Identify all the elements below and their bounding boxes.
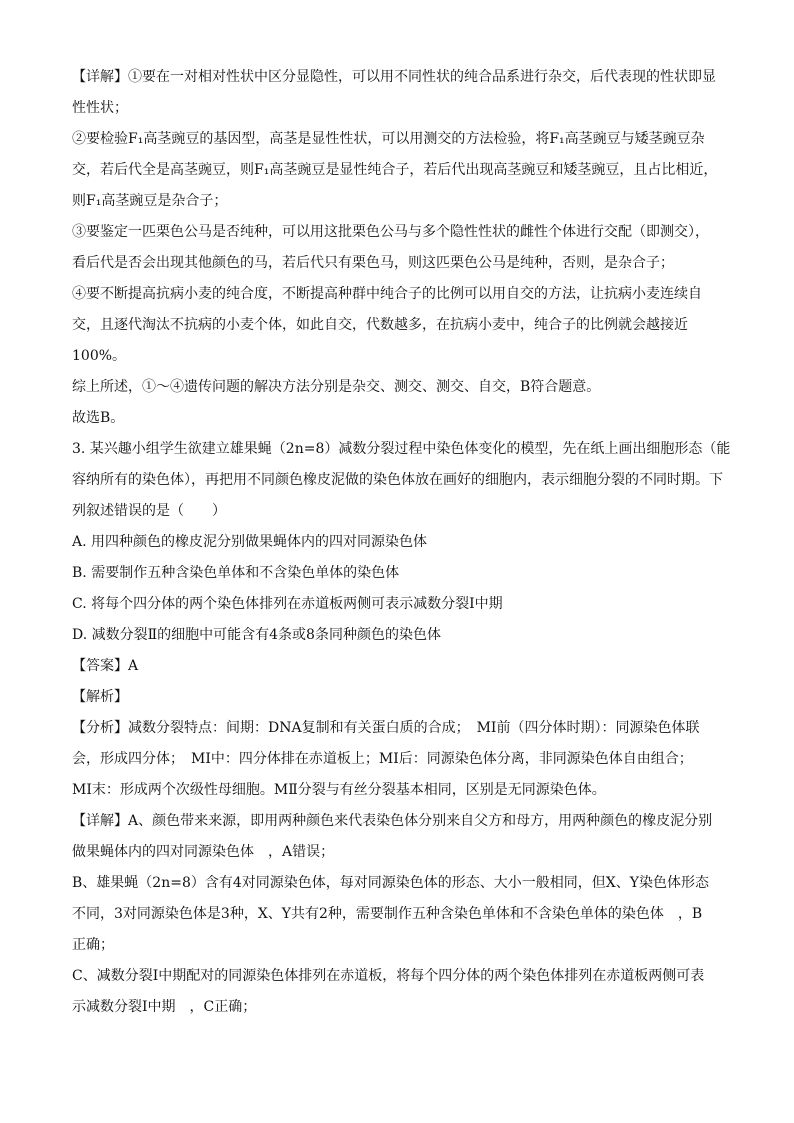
- text-line: C、减数分裂Ⅰ中期配对的同源染色体排列在赤道板，将每个四分体的两个染色体排列在赤道板两侧可表: [72, 968, 705, 984]
- text-line: 正确；: [72, 937, 114, 953]
- text-line: 【详解】①要在一对相对性状中区分显隐性，可以用不同性状的纯合品系进行杂交，后代表现的性状即显: [72, 69, 716, 85]
- option-a: A. 用四种颜色的橡皮泥分别做果蝇体内的四对同源染色体: [72, 534, 428, 550]
- text-line: 示减数分裂Ⅰ中期 ，C正确；: [72, 999, 257, 1015]
- text-line: 100%。: [72, 348, 127, 364]
- text-line: ④要不断提高抗病小麦的纯合度，不断提高种群中纯合子的比例可以用自交的方法，让抗病小麦连续自: [72, 286, 702, 302]
- option-d: D. 减数分裂Ⅱ的细胞中可能含有4条或8条同种颜色的染色体: [72, 627, 441, 643]
- text-line: 做果蝇体内的四对同源染色体 ，A错误；: [72, 844, 335, 860]
- answer-line: 【答案】A: [72, 658, 139, 674]
- text-line: 交，且逐代淘汰不抗病的小麦个体，如此自交，代数越多，在抗病小麦中，纯合子的比例就会越接近: [72, 317, 688, 333]
- text-line: ②要检验F₁高茎豌豆的基因型，高茎是显性性状，可以用测交的方法检验，将F₁高茎豌豆与矮茎豌豆杂: [72, 131, 705, 147]
- question-stem-line: 容纳所有的染色体），再把用不同颜色橡皮泥做的染色体放在画好的细胞内，表示细胞分裂的不同时期。下: [72, 472, 723, 488]
- text-line: MⅠ末：形成两个次级性母细胞。MⅡ分裂与有丝分裂基本相同，区别是无同源染色体。: [72, 782, 606, 798]
- text-line: 看后代是否会出现其他颜色的马，若后代只有栗色马，则这匹栗色公马是纯种，否则，是杂合子；: [72, 255, 674, 271]
- question-stem-line: 列叙述错误的是（ ）: [72, 503, 226, 519]
- text-line: 交，若后代全是高茎豌豆，则F₁高茎豌豆是显性纯合子，若后代出现高茎豌豆和矮茎豌豆，且占比相近，: [72, 162, 718, 178]
- text-line: 【详解】A、颜色带来来源，即用两种颜色来代表染色体分别来自父方和母方，用两种颜色的橡皮泥分别: [72, 813, 713, 829]
- text-line: 故选B。: [72, 410, 125, 426]
- text-line: 则F₁高茎豌豆是杂合子；: [72, 193, 228, 209]
- text-line: 【分析】减数分裂特点：间期：DNA复制和有关蛋白质的合成； MⅠ前（四分体时期）：同源染色体联: [72, 720, 700, 736]
- text-line: 不同，3对同源染色体是3种，X、Y共有2种，需要制作五种含染色单体和不含染色单体的染色体 ，B: [72, 906, 703, 922]
- analysis-heading: 【解析】: [72, 689, 128, 705]
- option-c: C. 将每个四分体的两个染色体排列在赤道板两侧可表示减数分裂Ⅰ中期: [72, 596, 503, 612]
- text-line: 会，形成四分体； MⅠ中：四分体排在赤道板上；MⅠ后：同源染色体分离，非同源染色体自由组合；: [72, 751, 693, 767]
- question-stem-line: 3. 某兴趣小组学生欲建立雄果蝇（2n=8）减数分裂过程中染色体变化的模型，先在纸上画出细胞形态（能: [72, 441, 731, 457]
- text-line: 性性状；: [72, 100, 128, 116]
- document-page: [72, 62, 732, 1023]
- option-b: B. 需要制作五种含染色单体和不含染色单体的染色体: [72, 565, 400, 581]
- text-line: ③要鉴定一匹栗色公马是否纯种，可以用这批栗色公马与多个隐性性状的雌性个体进行交配（即测交），: [72, 224, 709, 240]
- text-line: B、雄果蝇（2n=8）含有4对同源染色体，每对同源染色体的形态、大小一般相同，但X、Y染色体形态: [72, 875, 709, 891]
- text-line: 综上所述，①～④遗传问题的解决方法分别是杂交、测交、测交、自交，B符合题意。: [72, 379, 601, 395]
